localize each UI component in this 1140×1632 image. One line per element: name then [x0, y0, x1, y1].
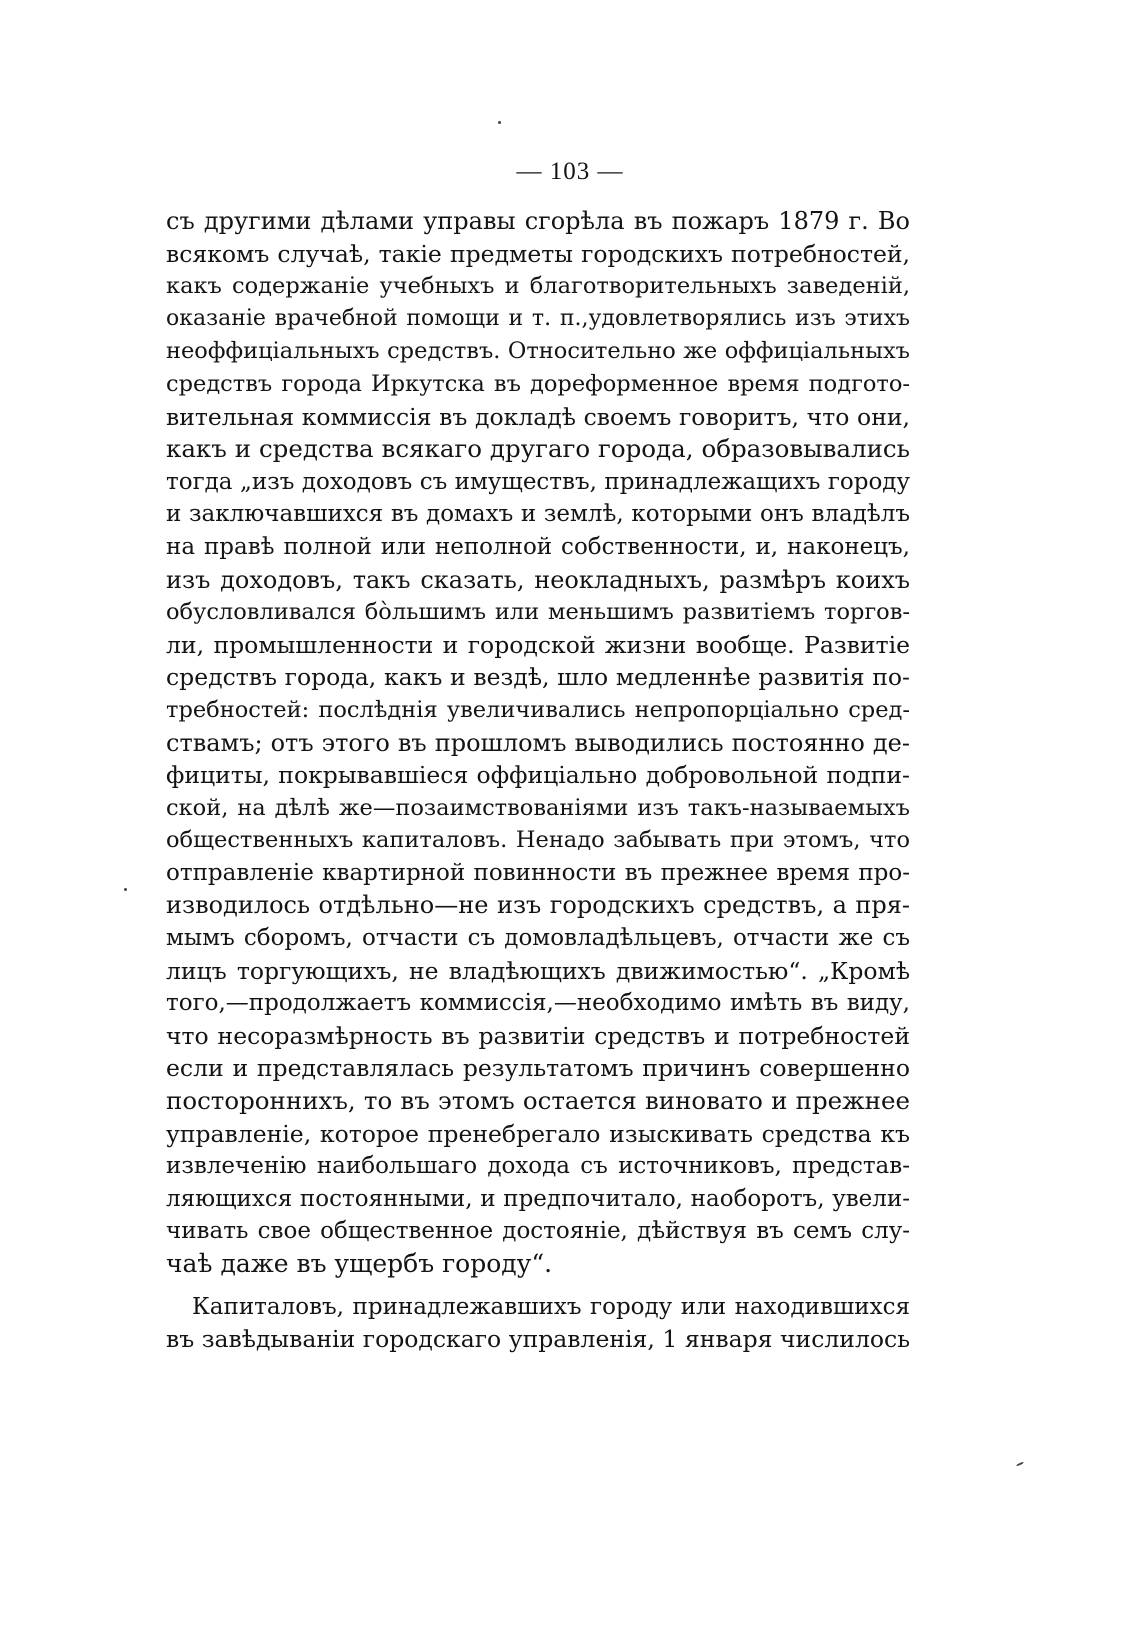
text-line: лицъ торгующихъ, не владѣющихъ движимостью“. „Кромѣ	[166, 956, 910, 985]
page-number: — 103 —	[516, 158, 624, 185]
text-line: общественныхъ капиталовъ. Ненадо забывать при этомъ, что	[166, 827, 910, 854]
text-line: тогда „изъ доходовъ съ имуществъ, принадлежащихъ городу	[166, 468, 910, 495]
text-line: изводилось отдѣльно—не изъ городскихъ средствъ, а пря-	[166, 891, 910, 920]
text-line: постороннихъ, то въ этомъ остается виновато и прежнее	[166, 1086, 910, 1116]
text-line: средствъ города, какъ и вездѣ, шло медленнѣе развитія по-	[166, 663, 910, 692]
paragraph-1	[166, 205, 910, 1281]
text-line: управленіе, которое пренебрегало изыскивать средства къ	[166, 1119, 910, 1148]
scan-speck	[1016, 1461, 1024, 1466]
text-line: съ другими дѣлами управы сгорѣла въ пожаръ 1879 г. Во	[166, 207, 910, 235]
text-line: въ завѣдываніи городскаго управленія, 1 января числилось	[166, 1325, 910, 1354]
text-line: ствамъ; отъ этого въ прошломъ выводились постоянно де-	[166, 728, 910, 757]
text-line: ли, промышленности и городской жизни вообще. Развитіе	[166, 630, 910, 659]
text-line: средствъ города Иркутска въ дореформенное время подгото-	[166, 370, 910, 397]
text-line: извлеченію наибольшаго дохода съ источниковъ, представ-	[166, 1153, 910, 1180]
scan-speck	[124, 888, 127, 891]
text-line: оказаніе врачебной помощи и т. п.,удовлетворялись изъ этихъ	[166, 305, 910, 331]
text-line: того,—продолжаетъ коммиссія,—необходимо имѣть въ виду,	[166, 990, 910, 1017]
text-line: ской, на дѣлѣ же—позаимствованіями изъ такъ-называемыхъ	[166, 794, 910, 821]
text-line: на правѣ полной или неполной собственности, и, наконецъ,	[166, 533, 910, 560]
text-line: Капиталовъ, принадлежавшихъ городу или находившихся	[192, 1293, 910, 1320]
text-line: что несоразмѣрность въ развитіи средствъ и потребностей	[166, 1021, 910, 1050]
text-line: какъ содержаніе учебныхъ и благотворительныхъ заведеній,	[166, 273, 910, 300]
paragraph-2	[166, 1291, 910, 1356]
scan-speck	[498, 121, 501, 124]
paragraph-gap	[166, 1281, 910, 1291]
text-line: какъ и средства всякаго другаго города, образовывались	[166, 434, 910, 464]
text-line: чивать свое общественное достояніе, дѣйствуя въ семъ слу-	[166, 1218, 910, 1245]
text-line: вительная коммиссія въ докладѣ своемъ говоритъ, что они,	[166, 402, 910, 431]
text-line: отправленіе квартирной повинности въ прежнее время про-	[166, 859, 910, 886]
text-line: изъ доходовъ, такъ сказать, неокладныхъ, размѣръ коихъ	[166, 565, 910, 594]
text-line: мымъ сборомъ, отчасти съ домовладѣльцевъ, отчасти же съ	[166, 925, 910, 952]
text-line: всякомъ случаѣ, такіе предметы городскихъ потребностей,	[166, 239, 910, 268]
text-line: чаѣ даже въ ущербъ городу“.	[166, 1249, 553, 1278]
text-line: если и представлялась результатомъ причинъ совершенно	[166, 1054, 910, 1083]
text-line: ляющихся постоянными, и предпочитало, наоборотъ, увели-	[166, 1185, 910, 1212]
text-line: обусловливался бо̀льшимъ или меньшимъ развитіемъ торгов-	[166, 599, 910, 626]
text-line: требностей: послѣднія увеличивались непропорціально сред-	[166, 696, 910, 723]
body-text	[166, 205, 910, 1356]
text-line: неоффиціальныхъ средствъ. Относительно же оффиціальныхъ	[166, 338, 910, 365]
text-line: и заключавшихся въ домахъ и землѣ, которыми онъ владѣлъ	[166, 501, 910, 528]
text-line: фициты, покрывавшіеся оффиціально добровольной подпи-	[166, 761, 910, 790]
